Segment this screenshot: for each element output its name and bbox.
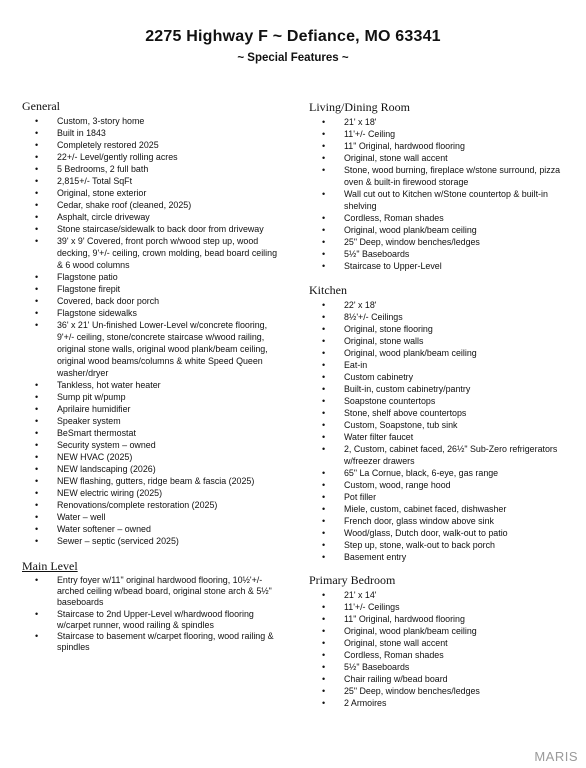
list-item: • Built in 1843 bbox=[22, 127, 284, 139]
list-item: • Stone staircase/sidewalk to back door from driveway bbox=[22, 223, 284, 235]
list-item: • Miele, custom, cabinet faced, dishwasher bbox=[309, 503, 581, 515]
list-item: • Renovations/complete restoration (2025) bbox=[22, 499, 284, 511]
list-item: • Water – well bbox=[22, 511, 284, 523]
list-item: • NEW landscaping (2026) bbox=[22, 463, 284, 475]
list-item: • Custom, 3-story home bbox=[22, 115, 284, 127]
list-item: • 2,815+/- Total SqFt bbox=[22, 175, 284, 187]
list-item: • 36' x 21' Un-finished Lower-Level w/concrete flooring, 9'+/- ceiling, stone/concrete staircase w/wood railing, original stone walls, original wood plank/beam ceiling, original wood beams/columns & white Speed Queen washer/dryer bbox=[22, 319, 284, 379]
list-item: • Aprilaire humidifier bbox=[22, 403, 284, 415]
list-item: • 11" Original, hardwood flooring bbox=[309, 613, 581, 625]
list-item: • NEW flashing, gutters, ridge beam & fascia (2025) bbox=[22, 475, 284, 487]
list-item: • Completely restored 2025 bbox=[22, 139, 284, 151]
general-list bbox=[22, 115, 284, 547]
list-item: • Stone, wood burning, fireplace w/stone surround, pizza oven & built-in firewood storage bbox=[309, 164, 581, 188]
list-item: • 25" Deep, window benches/ledges bbox=[309, 685, 581, 697]
section-title-living-dining: Living/Dining Room bbox=[309, 100, 411, 114]
list-item: • Cordless, Roman shades bbox=[309, 649, 581, 661]
list-item: • Original, stone flooring bbox=[309, 323, 581, 335]
list-item: • Eat-in bbox=[309, 359, 581, 371]
section-title-kitchen: Kitchen bbox=[309, 283, 347, 297]
main-level-list bbox=[22, 575, 284, 653]
section-title-general: General bbox=[22, 99, 60, 113]
list-item: • Speaker system bbox=[22, 415, 284, 427]
list-item: • Cedar, shake roof (cleaned, 2025) bbox=[22, 199, 284, 211]
section-title-primary-bedroom: Primary Bedroom bbox=[309, 573, 396, 587]
list-item: • 2 Armoires bbox=[309, 697, 581, 709]
list-item: • Staircase to basement w/carpet flooring, wood railing & spindles bbox=[22, 631, 284, 653]
list-item: • Custom, wood, range hood bbox=[309, 479, 581, 491]
living-dining-list bbox=[309, 116, 581, 272]
list-item: • Soapstone countertops bbox=[309, 395, 581, 407]
list-item: • Flagstone firepit bbox=[22, 283, 284, 295]
list-item: • 39' x 9' Covered, front porch w/wood step up, wood decking, 9'+/- ceiling, crown molding, bead board ceiling & 6 wood columns bbox=[22, 235, 284, 271]
list-item: • 5½" Baseboards bbox=[309, 248, 581, 260]
list-item: • Custom, Soapstone, tub sink bbox=[309, 419, 581, 431]
list-item: • 5 Bedrooms, 2 full bath bbox=[22, 163, 284, 175]
page-title: 2275 Highway F ~ Defiance, MO 63341 bbox=[145, 28, 441, 45]
list-item: • Stone, shelf above countertops bbox=[309, 407, 581, 419]
list-item: • Step up, stone, walk-out to back porch bbox=[309, 539, 581, 551]
list-item: • 5½" Baseboards bbox=[309, 661, 581, 673]
list-item: • NEW HVAC (2025) bbox=[22, 451, 284, 463]
list-item: • 21' x 18' bbox=[309, 116, 581, 128]
list-item: • 2, Custom, cabinet faced, 26½" Sub-Zero refrigerators w/freezer drawers bbox=[309, 443, 581, 467]
list-item: • Wood/glass, Dutch door, walk-out to patio bbox=[309, 527, 581, 539]
list-item: • 25" Deep, window benches/ledges bbox=[309, 236, 581, 248]
list-item: • 11'+/- Ceilings bbox=[309, 601, 581, 613]
page-subtitle: ~ Special Features ~ bbox=[237, 52, 349, 64]
right-column bbox=[309, 100, 581, 709]
list-item: • Original, stone walls bbox=[309, 335, 581, 347]
list-item: • Water softener – owned bbox=[22, 523, 284, 535]
primary-bedroom-list bbox=[309, 589, 581, 709]
list-item: • Basement entry bbox=[309, 551, 581, 563]
list-item: • Staircase to Upper-Level bbox=[309, 260, 581, 272]
list-item: • Staircase to 2nd Upper-Level w/hardwood flooring w/carpet runner, wood railing & spindles bbox=[22, 609, 284, 631]
list-item: • 22' x 18' bbox=[309, 299, 581, 311]
list-item: • Cordless, Roman shades bbox=[309, 212, 581, 224]
list-item: • Custom cabinetry bbox=[309, 371, 581, 383]
kitchen-list bbox=[309, 299, 581, 563]
list-item: • Original, stone exterior bbox=[22, 187, 284, 199]
list-item: • Original, wood plank/beam ceiling bbox=[309, 224, 581, 236]
list-item: • Water filter faucet bbox=[309, 431, 581, 443]
list-item: • Flagstone sidewalks bbox=[22, 307, 284, 319]
list-item: • NEW electric wiring (2025) bbox=[22, 487, 284, 499]
list-item: • 11" Original, hardwood flooring bbox=[309, 140, 581, 152]
list-item: • Original, stone wall accent bbox=[309, 152, 581, 164]
left-column bbox=[22, 99, 284, 654]
list-item: • Asphalt, circle driveway bbox=[22, 211, 284, 223]
list-item: • Pot filler bbox=[309, 491, 581, 503]
list-item: • Original, stone wall accent bbox=[309, 637, 581, 649]
list-item: • 65" La Cornue, black, 6-eye, gas range bbox=[309, 467, 581, 479]
list-item: • 8½'+/- Ceilings bbox=[309, 311, 581, 323]
list-item: • Built-in, custom cabinetry/pantry bbox=[309, 383, 581, 395]
list-item: • Wall cut out to Kitchen w/Stone countertop & built-in shelving bbox=[309, 188, 581, 212]
list-item: • Sewer – septic (serviced 2025) bbox=[22, 535, 284, 547]
list-item: • BeSmart thermostat bbox=[22, 427, 284, 439]
list-item: • Original, wood plank/beam ceiling bbox=[309, 625, 581, 637]
list-item: • Sump pit w/pump bbox=[22, 391, 284, 403]
list-item: • 22+/- Level/gently rolling acres bbox=[22, 151, 284, 163]
list-item: • Security system – owned bbox=[22, 439, 284, 451]
list-item: • Tankless, hot water heater bbox=[22, 379, 284, 391]
section-title-main-level: Main Level bbox=[22, 559, 78, 573]
list-item: • 21' x 14' bbox=[309, 589, 581, 601]
list-item: • Covered, back door porch bbox=[22, 295, 284, 307]
list-item: • 11'+/- Ceiling bbox=[309, 128, 581, 140]
list-item: • Chair railing w/bead board bbox=[309, 673, 581, 685]
list-item: • Original, wood plank/beam ceiling bbox=[309, 347, 581, 359]
list-item: • French door, glass window above sink bbox=[309, 515, 581, 527]
maris-watermark: MARIS bbox=[534, 749, 578, 764]
list-item: • Flagstone patio bbox=[22, 271, 284, 283]
list-item: • Entry foyer w/11" original hardwood flooring, 10½'+/- arched ceiling w/bead board, original stone arch & 5½" baseboards bbox=[22, 575, 284, 608]
